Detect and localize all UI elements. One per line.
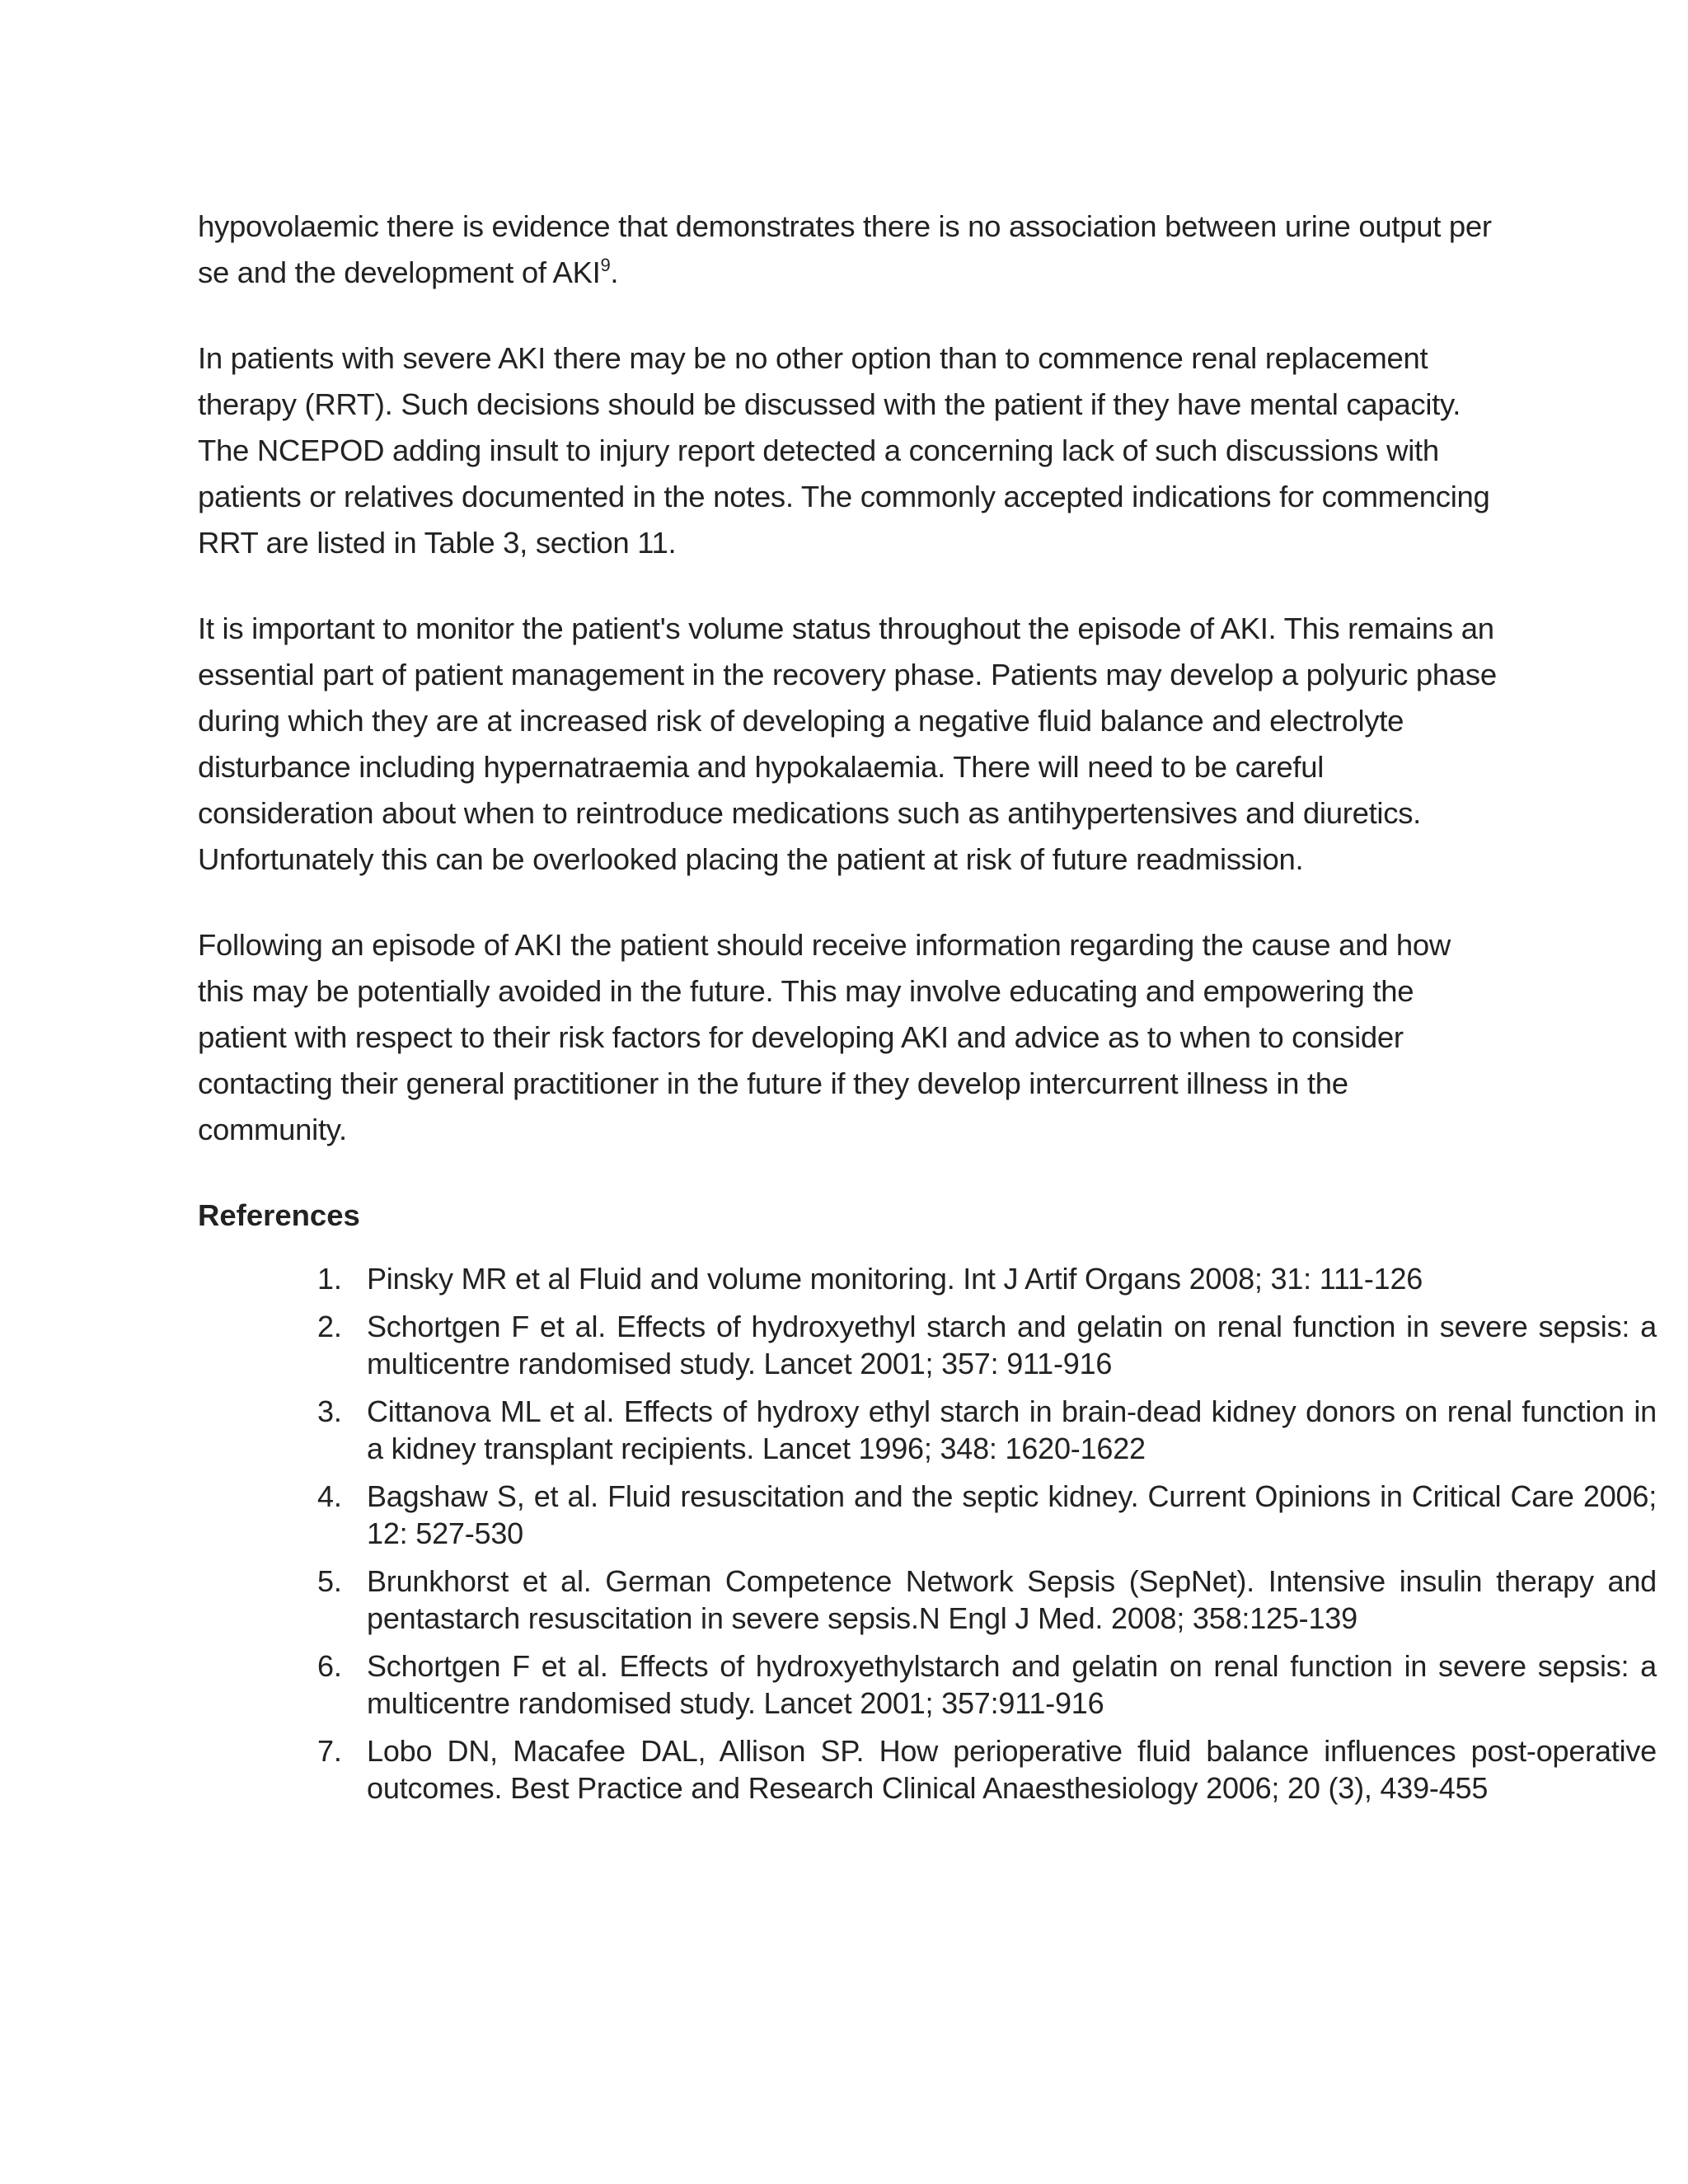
citation-superscript: 9	[600, 255, 611, 275]
references-list	[198, 1260, 1657, 1807]
reference-text: Brunkhorst et al. German Competence Network Sepsis (SepNet). Intensive insulin therapy and pentastarch resuscitation in severe sepsis.N Engl J Med. 2008; 358:125-139	[367, 1564, 1657, 1635]
reference-number: 4.	[317, 1479, 342, 1513]
reference-item	[198, 1308, 1657, 1382]
reference-text: Cittanova ML et al. Effects of hydroxy ethyl starch in brain-dead kidney donors on renal function in a kidney transplant recipients. Lancet 1996; 348: 1620-1622	[367, 1394, 1657, 1465]
reference-text: Bagshaw S, et al. Fluid resuscitation and the septic kidney. Current Opinions in Critical Care 2006; 12: 527-530	[367, 1479, 1657, 1550]
reference-text: Schortgen F et al. Effects of hydroxyethyl starch and gelatin on renal function in severe sepsis: a multicentre randomised study. Lancet 2001; 357: 911-916	[367, 1310, 1657, 1380]
paragraph-tail: .	[610, 255, 619, 289]
reference-item	[198, 1478, 1657, 1552]
reference-number: 7.	[317, 1734, 342, 1768]
paragraph-urine-output	[198, 204, 1504, 296]
body-text	[198, 204, 1657, 1817]
reference-number: 5.	[317, 1564, 342, 1598]
paragraph-volume-status: It is important to monitor the patient's volume status throughout the episode of AKI. This remains an essential part of patient management in the recovery phase. Patients may develop a polyuric phase during which they are at increased risk of developing a negative fluid balance and electrolyte disturbance including hypernatraemia and hypokalaemia. There will need to be careful consideration about when to reintroduce medications such as antihypertensives and diuretics. Unfortunately this can be overlooked placing the patient at risk of future readmission.	[198, 612, 1497, 876]
reference-item	[198, 1647, 1657, 1722]
reference-item	[198, 1393, 1657, 1467]
reference-item	[198, 1260, 1657, 1297]
paragraph-renal-replacement: In patients with severe AKI there may be no other option than to commence renal replacement therapy (RRT). Such decisions should be discussed with the patient if they have mental capacity. The NCEPOD adding insult to injury report detected a concerning lack of such discussions with patients or relatives documented in the notes. The commonly accepted indications for commencing RRT are listed in Table 3, section 11.	[198, 341, 1490, 560]
references-heading: References	[198, 1198, 360, 1232]
reference-text: Pinsky MR et al Fluid and volume monitoring. Int J Artif Organs 2008; 31: 111-126	[367, 1262, 1423, 1296]
reference-item	[198, 1563, 1657, 1637]
reference-number: 1.	[317, 1262, 342, 1296]
paragraph-text: hypovolaemic there is evidence that demonstrates there is no association between urine output per se and the development of AKI	[198, 209, 1492, 289]
reference-number: 2.	[317, 1310, 342, 1343]
reference-text: Schortgen F et al. Effects of hydroxyethylstarch and gelatin on renal function in severe sepsis: a multicentre randomised study. Lancet 2001; 357:911-916	[367, 1649, 1657, 1720]
paragraph-patient-information: Following an episode of AKI the patient should receive information regarding the cause and how this may be potentially avoided in the future. This may involve educating and empowering the patient with respect to their risk factors for developing AKI and advice as to when to consider contacting their general practitioner in the future if they develop intercurrent illness in the community.	[198, 928, 1451, 1146]
reference-text: Lobo DN, Macafee DAL, Allison SP. How perioperative fluid balance influences post-operative outcomes. Best Practice and Research Clinical Anaesthesiology 2006; 20 (3), 439-455	[367, 1734, 1657, 1805]
reference-number: 3.	[317, 1394, 342, 1428]
reference-number: 6.	[317, 1649, 342, 1683]
reference-item	[198, 1732, 1657, 1807]
